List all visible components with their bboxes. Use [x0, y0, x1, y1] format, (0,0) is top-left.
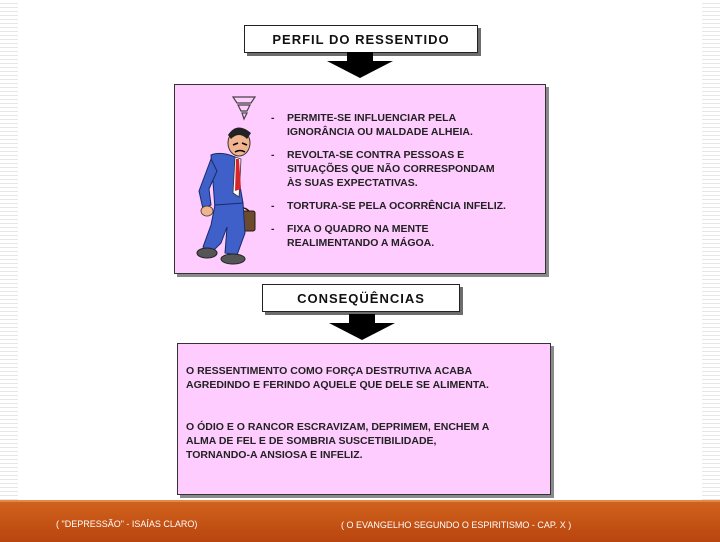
- list-bullet: -: [271, 112, 275, 124]
- footer-source-right: ( O EVANGELHO SEGUNDO O ESPIRITISMO - CAP. X ): [341, 520, 572, 530]
- consequence-paragraph: O RESSENTIMENTO COMO FORÇA DESTRUTIVA ACABA AGREDINDO E FERINDO AQUELE QUE DELE SE ALIMENTA.: [186, 365, 489, 391]
- profile-title: [244, 25, 478, 53]
- list-bullet: -: [271, 223, 275, 235]
- list-item-text: FIXA O QUADRO NA MENTE REALIMENTANDO A MÁGOA.: [287, 223, 435, 249]
- list-item: [271, 199, 543, 213]
- left-decorative-stripe: [0, 0, 18, 500]
- down-arrow-icon: [327, 52, 393, 78]
- footer-bar: [0, 500, 720, 542]
- consequences-title: [262, 284, 460, 312]
- list-item-text: TORTURA-SE PELA OCORRÊNCIA INFELIZ.: [287, 200, 506, 212]
- profile-title-text: PERFIL DO RESSENTIDO: [272, 31, 450, 47]
- list-item: [271, 222, 543, 250]
- profile-list: [271, 111, 543, 259]
- list-item-text: REVOLTA-SE CONTRA PESSOAS E SITUAÇÕES QUE NÃO CORRESPONDAM ÀS SUAS EXPECTATIVAS.: [287, 149, 495, 189]
- footer-source-left: ( "DEPRESSÃO" - ISAÍAS CLARO): [56, 519, 198, 529]
- down-arrow-icon: [329, 314, 395, 340]
- consequences-box: [177, 343, 551, 495]
- list-bullet: -: [271, 200, 275, 212]
- list-item: [271, 111, 543, 139]
- right-decorative-stripe: [702, 0, 720, 500]
- consequence-paragraph: O ÓDIO E O RANCOR ESCRAVIZAM, DEPRIMEM, ENCHEM A ALMA DE FEL E DE SOMBRIA SUSCETIBILIDADE, TORNANDO-A ANSIOSA E INFELIZ.: [186, 421, 490, 461]
- angry-businessman-icon: [181, 93, 267, 265]
- list-bullet: -: [271, 149, 275, 161]
- list-item-text: PERMITE-SE INFLUENCIAR PELA IGNORÂNCIA OU MALDADE ALHEIA.: [287, 112, 473, 138]
- tornado-icon: [233, 97, 255, 119]
- profile-box: [174, 84, 546, 274]
- consequences-title-text: CONSEQÜÊNCIAS: [297, 290, 425, 306]
- list-item: [271, 148, 543, 190]
